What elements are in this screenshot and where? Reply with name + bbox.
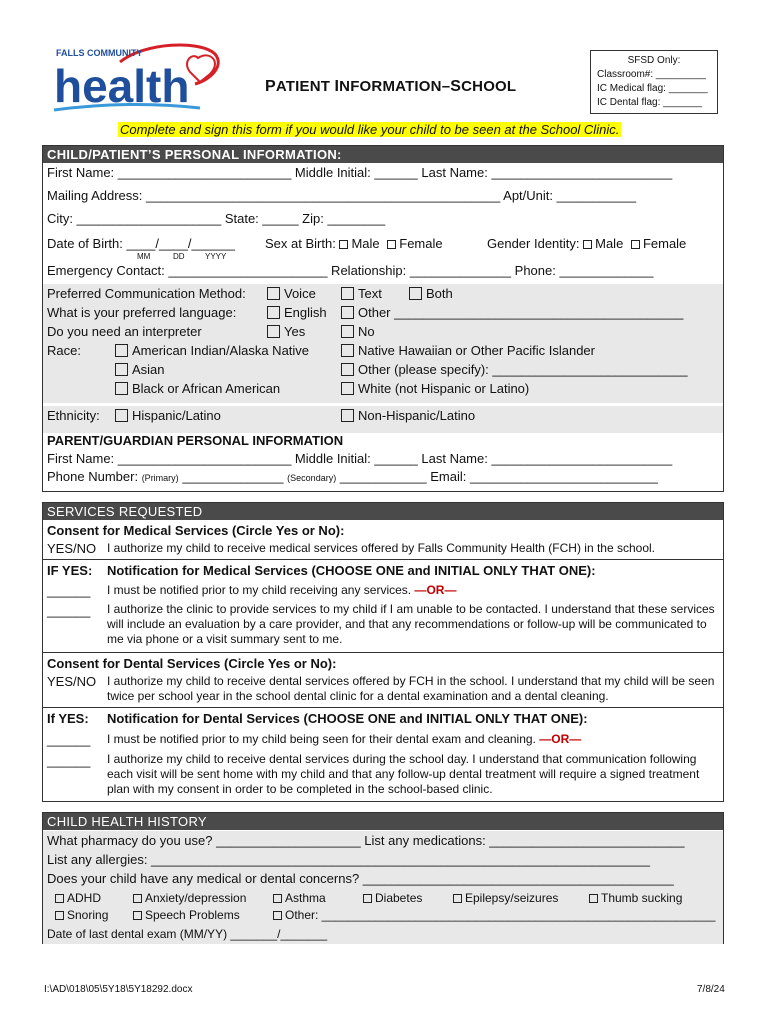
dental-consent-text: I authorize my child to receive dental services offered by FCH in the school. I understand that my child will be seen twice per school year in the school dental clinic for a dental examination and a dental cleaning. bbox=[107, 674, 715, 703]
checkbox-icon[interactable] bbox=[341, 363, 354, 376]
comm-voice-option[interactable]: Voice bbox=[267, 286, 316, 301]
gender-identity bbox=[487, 236, 686, 251]
guardian-name-field[interactable]: First Name: ________________________ Middle Initial: ______ Last Name: _________________________ bbox=[47, 451, 673, 466]
cond-snoring[interactable]: Snoring bbox=[55, 908, 108, 922]
sex-female-checkbox[interactable] bbox=[387, 240, 396, 249]
race-other-option[interactable]: Other (please specify): ___________________________ bbox=[341, 362, 688, 377]
dental-yesno[interactable]: YES/NO bbox=[47, 674, 97, 689]
gender-label: Gender Identity: bbox=[487, 236, 580, 251]
medical-opt2: I authorize the clinic to provide services to my child if I am unable to be contacted. I understand that these services will include an evaluation by a care provider, and that any recommendations or follow-up will be communicated to me via phone or a visit summary sent to me. bbox=[107, 602, 715, 646]
race-label: Race: bbox=[47, 343, 81, 358]
race-asian-option[interactable]: Asian bbox=[115, 362, 165, 377]
history-section bbox=[42, 812, 724, 944]
services-heading: SERVICES REQUESTED bbox=[43, 503, 723, 520]
checkbox-icon[interactable] bbox=[341, 306, 354, 319]
interp-no-option[interactable]: No bbox=[341, 324, 375, 339]
child-section bbox=[42, 145, 724, 433]
services-section bbox=[42, 502, 724, 802]
cond-speech[interactable]: Speech Problems bbox=[133, 908, 240, 922]
checkbox-icon[interactable] bbox=[115, 344, 128, 357]
cond-asthma[interactable]: Asthma bbox=[273, 891, 326, 905]
language-label: What is your preferred language: bbox=[47, 305, 237, 320]
race-nh-option[interactable]: Native Hawaiian or Other Pacific Islander bbox=[341, 343, 595, 358]
checkbox-icon[interactable] bbox=[341, 325, 354, 338]
child-dob-field[interactable]: Date of Birth: ____/____/______ bbox=[47, 236, 235, 251]
guardian-section bbox=[42, 432, 724, 492]
cond-diabetes[interactable]: Diabetes bbox=[363, 891, 422, 905]
medical-consent-title: Consent for Medical Services (Circle Yes or No): bbox=[47, 523, 345, 538]
cond-thumb[interactable]: Thumb sucking bbox=[589, 891, 682, 905]
eth-nonhispanic-option[interactable]: Non-Hispanic/Latino bbox=[341, 408, 475, 423]
checkbox-icon[interactable] bbox=[133, 894, 142, 903]
medical-opt1-initial[interactable]: ______ bbox=[47, 583, 91, 598]
logo-text-main: health bbox=[54, 60, 190, 112]
checkbox-icon[interactable] bbox=[341, 409, 354, 422]
cond-anxiety[interactable]: Anxiety/depression bbox=[133, 891, 246, 905]
eth-hispanic-option[interactable]: Hispanic/Latino bbox=[115, 408, 221, 423]
footer-path: I:\AD\018\05\5Y18\5Y18292.docx bbox=[44, 984, 193, 995]
comm-method-label: Preferred Communication Method: bbox=[47, 286, 246, 301]
dental-exam-date-field[interactable]: Date of last dental exam (MM/YY) _______/_______ bbox=[47, 927, 328, 941]
checkbox-icon[interactable] bbox=[115, 382, 128, 395]
checkbox-icon[interactable] bbox=[273, 911, 282, 920]
medical-notif-title: Notification for Medical Services (CHOOSE ONE and INITIAL ONLY THAT ONE): bbox=[107, 563, 596, 578]
dob-yyyy-label: YYYY bbox=[205, 252, 227, 261]
dental-notif-title: Notification for Dental Services (CHOOSE ONE and INITIAL ONLY THAT ONE): bbox=[107, 711, 588, 726]
child-address-field[interactable]: Mailing Address: _________________________________________________ Apt/Unit: ___________ bbox=[47, 188, 637, 203]
checkbox-icon[interactable] bbox=[453, 894, 462, 903]
checkbox-icon[interactable] bbox=[409, 287, 422, 300]
guardian-heading: PARENT/GUARDIAN PERSONAL INFORMATION bbox=[47, 433, 344, 448]
falls-community-health-logo bbox=[50, 40, 225, 120]
logo-text-top: FALLS COMMUNITY bbox=[56, 48, 143, 58]
child-name-field[interactable]: First Name: ________________________ Middle Initial: ______ Last Name: _________________________ bbox=[47, 165, 673, 180]
medical-opt1: I must be notified prior to my child receiving any services. —OR— bbox=[107, 583, 457, 597]
ethnicity-label: Ethnicity: bbox=[47, 408, 100, 423]
checkbox-icon[interactable] bbox=[55, 911, 64, 920]
dental-consent-title: Consent for Dental Services (Circle Yes or No): bbox=[47, 656, 337, 671]
or-separator: —OR— bbox=[539, 732, 582, 746]
checkbox-icon[interactable] bbox=[363, 894, 372, 903]
allergies-field[interactable]: List any allergies: _____________________________________________________________________ bbox=[47, 852, 650, 867]
checkbox-icon[interactable] bbox=[267, 287, 280, 300]
sfsd-title: SFSD Only: bbox=[627, 55, 681, 66]
guardian-phone-row[interactable]: Phone Number: (Primary) ______________ (Secondary) ____________ Email: __________________________ bbox=[47, 469, 658, 484]
pharmacy-field[interactable]: What pharmacy do you use? ____________________ List any medications: ___________________________ bbox=[47, 833, 685, 848]
dental-opt2-initial[interactable]: ______ bbox=[47, 753, 91, 768]
gender-male-checkbox[interactable] bbox=[583, 240, 592, 249]
sex-female-label: Female bbox=[399, 236, 443, 251]
sfsd-medical-flag[interactable]: IC Medical flag: _______ bbox=[597, 83, 708, 94]
dob-mm-label: MM bbox=[137, 252, 151, 261]
sfsd-dental-flag[interactable]: IC Dental flag: _______ bbox=[597, 97, 703, 108]
child-city-field[interactable]: City: ____________________ State: _____ Zip: ________ bbox=[47, 211, 386, 226]
concerns-field[interactable]: Does your child have any medical or dental concerns? ___________________________________________ bbox=[47, 871, 674, 886]
checkbox-icon[interactable] bbox=[55, 894, 64, 903]
cond-epilepsy[interactable]: Epilepsy/seizures bbox=[453, 891, 558, 905]
checkbox-icon[interactable] bbox=[267, 325, 280, 338]
cond-other[interactable]: Other: ___________________________________________________________ bbox=[273, 908, 715, 922]
comm-text-option[interactable]: Text bbox=[341, 286, 382, 301]
medical-if-yes: IF YES: bbox=[47, 563, 93, 578]
dob-dd-label: DD bbox=[173, 252, 185, 261]
interpreter-label: Do you need an interpreter bbox=[47, 324, 202, 339]
dental-opt1: I must be notified prior to my child being seen for their dental exam and cleaning. —OR— bbox=[107, 732, 582, 746]
cond-adhd[interactable]: ADHD bbox=[55, 891, 101, 905]
lang-english-option[interactable]: English bbox=[267, 305, 327, 320]
checkbox-icon[interactable] bbox=[267, 306, 280, 319]
race-ai-option[interactable]: American Indian/Alaska Native bbox=[115, 343, 309, 358]
gender-female-checkbox[interactable] bbox=[631, 240, 640, 249]
footer-date: 7/8/24 bbox=[697, 984, 725, 995]
dental-opt2: I authorize my child to receive dental services during the school day. I understand that communication following each visit will be sent home with my child and that any follow-up dental treatment will require a signed treatment plan with my consent in order to be completed in the school-based clinic. bbox=[107, 752, 700, 796]
notice-banner: Complete and sign this form if you would like your child to be seen at the School Clinic. bbox=[120, 122, 620, 137]
sfsd-classroom[interactable]: Classroom#: _________ bbox=[597, 69, 706, 80]
checkbox-icon[interactable] bbox=[341, 287, 354, 300]
dental-if-yes: If YES: bbox=[47, 711, 89, 726]
comm-both-option[interactable]: Both bbox=[409, 286, 453, 301]
or-separator: —OR— bbox=[414, 583, 457, 597]
sex-male-checkbox[interactable] bbox=[339, 240, 348, 249]
race-black-option[interactable]: Black or African American bbox=[115, 381, 280, 396]
checkbox-icon[interactable] bbox=[589, 894, 598, 903]
sex-male-label: Male bbox=[351, 236, 380, 251]
sfsd-only-box bbox=[590, 50, 718, 114]
checkbox-icon[interactable] bbox=[273, 894, 282, 903]
checkbox-icon[interactable] bbox=[341, 382, 354, 395]
lang-other-option[interactable]: Other ________________________________________ bbox=[341, 305, 683, 320]
checkbox-icon[interactable] bbox=[341, 344, 354, 357]
child-section-heading: CHILD/PATIENT’S PERSONAL INFORMATION: bbox=[43, 146, 723, 163]
checkbox-icon[interactable] bbox=[133, 911, 142, 920]
race-white-option[interactable]: White (not Hispanic or Latino) bbox=[341, 381, 529, 396]
checkbox-icon[interactable] bbox=[115, 363, 128, 376]
gender-female-label: Female bbox=[642, 236, 687, 251]
sex-at-birth bbox=[265, 236, 443, 251]
gender-male-label: Male bbox=[595, 236, 624, 251]
medical-yesno[interactable]: YES/NO bbox=[47, 541, 97, 556]
medical-opt2-initial[interactable]: ______ bbox=[47, 603, 91, 618]
interp-yes-option[interactable]: Yes bbox=[267, 324, 305, 339]
medical-consent-text: I authorize my child to receive medical services offered by Falls Community Health (FCH) in the school. bbox=[107, 541, 655, 555]
checkbox-icon[interactable] bbox=[115, 409, 128, 422]
emergency-contact-field[interactable]: Emergency Contact: ______________________ Relationship: ______________ Phone: _____________ bbox=[47, 263, 654, 278]
history-heading: CHILD HEALTH HISTORY bbox=[43, 813, 723, 830]
dental-opt1-initial[interactable]: ______ bbox=[47, 732, 91, 747]
sex-label: Sex at Birth: bbox=[265, 236, 336, 251]
page-title: PATIENT INFORMATION–SCHOOL bbox=[265, 78, 517, 95]
